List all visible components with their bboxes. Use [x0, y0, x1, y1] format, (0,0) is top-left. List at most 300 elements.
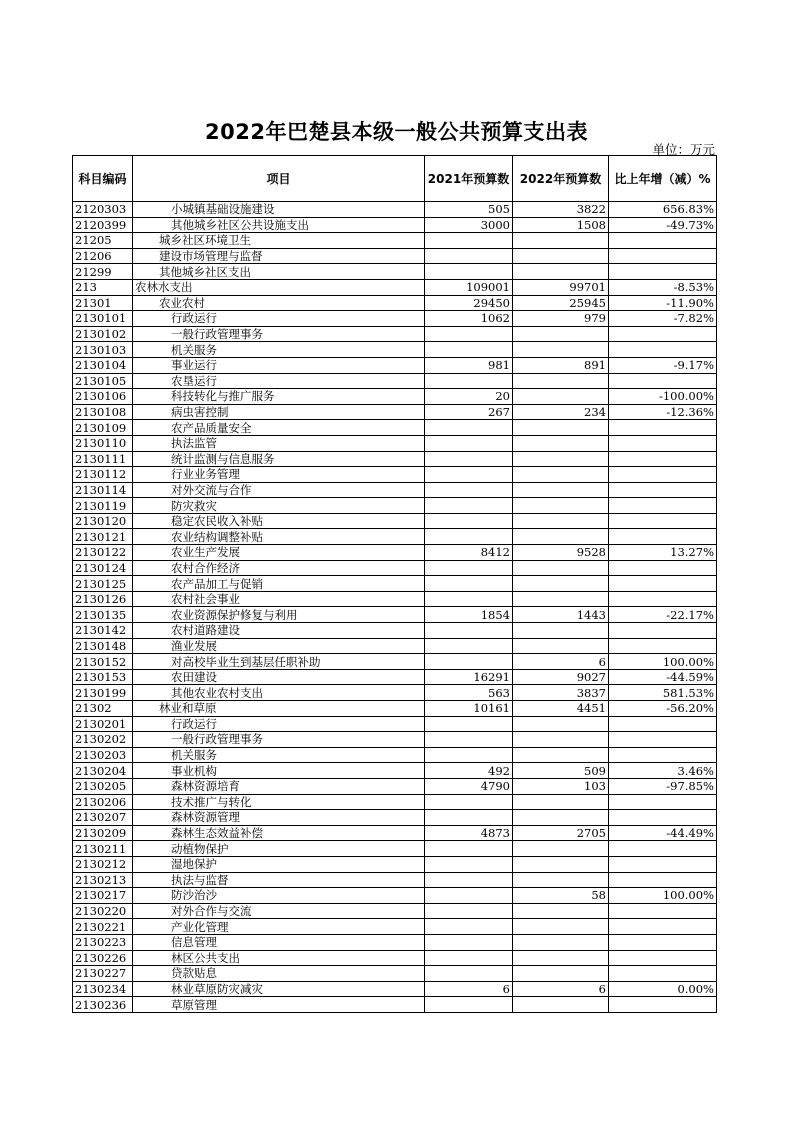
row-change: -22.17%	[609, 607, 717, 623]
table-row	[73, 623, 717, 639]
row-budget-2021	[425, 654, 513, 670]
row-code: 2130109	[73, 420, 133, 436]
row-item: 行业业务管理	[133, 467, 425, 483]
table-row	[73, 279, 717, 295]
table-row	[73, 233, 717, 249]
row-code: 2130199	[73, 685, 133, 701]
table-row	[73, 607, 717, 623]
table-row	[73, 701, 717, 717]
row-code: 2130111	[73, 451, 133, 467]
table-row	[73, 248, 717, 264]
table-row	[73, 934, 717, 950]
row-code: 2130121	[73, 529, 133, 545]
row-item: 城乡社区环境卫生	[133, 233, 425, 249]
row-change	[609, 420, 717, 436]
table-row	[73, 420, 717, 436]
row-budget-2022	[513, 482, 609, 498]
row-budget-2021	[425, 841, 513, 857]
row-budget-2021	[425, 529, 513, 545]
row-change	[609, 435, 717, 451]
row-budget-2022: 891	[513, 357, 609, 373]
row-code: 2120399	[73, 217, 133, 233]
row-code: 2130142	[73, 623, 133, 639]
table-row	[73, 856, 717, 872]
table-row	[73, 576, 717, 592]
row-budget-2021: 16291	[425, 669, 513, 685]
table-row	[73, 794, 717, 810]
row-item: 建设市场管理与监督	[133, 248, 425, 264]
table-row	[73, 451, 717, 467]
row-budget-2021: 492	[425, 763, 513, 779]
row-item: 农垦运行	[133, 373, 425, 389]
row-item: 农村道路建设	[133, 623, 425, 639]
row-budget-2022	[513, 716, 609, 732]
table-row	[73, 654, 717, 670]
row-budget-2022	[513, 560, 609, 576]
table-row	[73, 669, 717, 685]
table-row	[73, 919, 717, 935]
table-row	[73, 295, 717, 311]
row-code: 2130207	[73, 810, 133, 826]
table-row	[73, 326, 717, 342]
table-row	[73, 872, 717, 888]
row-budget-2022: 6	[513, 981, 609, 997]
row-code: 21301	[73, 295, 133, 311]
header-budget-2022: 2022年预算数	[513, 156, 609, 202]
row-code: 2130206	[73, 794, 133, 810]
row-change	[609, 997, 717, 1013]
row-code: 2130204	[73, 763, 133, 779]
table-row	[73, 810, 717, 826]
table-row	[73, 560, 717, 576]
row-item: 机关服务	[133, 747, 425, 763]
row-code: 21205	[73, 233, 133, 249]
row-item: 森林资源培育	[133, 778, 425, 794]
row-item: 技术推广与转化	[133, 794, 425, 810]
table-row	[73, 217, 717, 233]
row-budget-2021: 3000	[425, 217, 513, 233]
row-item: 渔业发展	[133, 638, 425, 654]
row-item: 病虫害控制	[133, 404, 425, 420]
table-row	[73, 311, 717, 327]
table-row	[73, 903, 717, 919]
row-item: 动植物保护	[133, 841, 425, 857]
row-item: 其他城乡社区支出	[133, 264, 425, 280]
row-budget-2022: 2705	[513, 825, 609, 841]
row-code: 2130119	[73, 498, 133, 514]
row-budget-2022: 1508	[513, 217, 609, 233]
row-item: 湿地保护	[133, 856, 425, 872]
row-item: 行政运行	[133, 311, 425, 327]
row-change	[609, 732, 717, 748]
row-budget-2021	[425, 794, 513, 810]
row-item: 农业结构调整补贴	[133, 529, 425, 545]
row-code: 2130102	[73, 326, 133, 342]
table-row	[73, 545, 717, 561]
row-change	[609, 498, 717, 514]
row-change	[609, 638, 717, 654]
row-budget-2021: 1062	[425, 311, 513, 327]
row-item: 林业草原防灾减灾	[133, 981, 425, 997]
row-code: 2130110	[73, 435, 133, 451]
row-budget-2021	[425, 264, 513, 280]
row-item: 林区公共支出	[133, 950, 425, 966]
row-change	[609, 513, 717, 529]
row-budget-2022	[513, 794, 609, 810]
row-code: 2130202	[73, 732, 133, 748]
table-body	[73, 202, 717, 1013]
row-code: 2130124	[73, 560, 133, 576]
row-budget-2022	[513, 264, 609, 280]
row-budget-2021	[425, 623, 513, 639]
row-budget-2022	[513, 248, 609, 264]
table-row	[73, 763, 717, 779]
table-row	[73, 825, 717, 841]
table-row	[73, 342, 717, 358]
row-budget-2022: 1443	[513, 607, 609, 623]
row-budget-2022	[513, 856, 609, 872]
row-code: 2130201	[73, 716, 133, 732]
table-row	[73, 747, 717, 763]
table-row	[73, 716, 717, 732]
row-item: 执法监管	[133, 435, 425, 451]
row-budget-2022	[513, 997, 609, 1013]
row-code: 2130209	[73, 825, 133, 841]
row-item: 统计监测与信息服务	[133, 451, 425, 467]
row-budget-2022	[513, 919, 609, 935]
row-budget-2021: 267	[425, 404, 513, 420]
row-item: 执法与监督	[133, 872, 425, 888]
row-budget-2021	[425, 576, 513, 592]
row-item: 信息管理	[133, 934, 425, 950]
row-change: 656.83%	[609, 202, 717, 218]
row-budget-2021: 10161	[425, 701, 513, 717]
row-budget-2021	[425, 716, 513, 732]
row-item: 草原管理	[133, 997, 425, 1013]
row-budget-2022	[513, 498, 609, 514]
row-budget-2022	[513, 950, 609, 966]
row-budget-2022: 99701	[513, 279, 609, 295]
row-budget-2022	[513, 467, 609, 483]
row-code: 2130205	[73, 778, 133, 794]
row-budget-2021	[425, 420, 513, 436]
row-change	[609, 934, 717, 950]
row-budget-2022: 509	[513, 763, 609, 779]
row-budget-2022	[513, 638, 609, 654]
table-row	[73, 529, 717, 545]
row-item: 农产品质量安全	[133, 420, 425, 436]
row-budget-2022	[513, 233, 609, 249]
row-code: 21299	[73, 264, 133, 280]
row-code: 21206	[73, 248, 133, 264]
row-change: -9.17%	[609, 357, 717, 373]
row-change	[609, 264, 717, 280]
row-budget-2021	[425, 747, 513, 763]
row-budget-2021	[425, 919, 513, 935]
row-budget-2021	[425, 872, 513, 888]
row-budget-2022: 3837	[513, 685, 609, 701]
table-row	[73, 389, 717, 405]
header-budget-2021: 2021年预算数	[425, 156, 513, 202]
row-change: 100.00%	[609, 888, 717, 904]
row-item: 农林水支出	[133, 279, 425, 295]
row-budget-2021	[425, 903, 513, 919]
header-change: 比上年增（减）%	[609, 156, 717, 202]
table-row	[73, 264, 717, 280]
row-item: 事业运行	[133, 357, 425, 373]
row-budget-2022: 234	[513, 404, 609, 420]
table-row	[73, 498, 717, 514]
row-change	[609, 966, 717, 982]
table-row	[73, 591, 717, 607]
row-change	[609, 950, 717, 966]
row-change: -44.59%	[609, 669, 717, 685]
row-code: 2130106	[73, 389, 133, 405]
row-item: 其他农业农村支出	[133, 685, 425, 701]
row-code: 2130212	[73, 856, 133, 872]
row-budget-2022: 3822	[513, 202, 609, 218]
row-budget-2021	[425, 326, 513, 342]
row-budget-2022	[513, 435, 609, 451]
row-budget-2022: 6	[513, 654, 609, 670]
table-row	[73, 435, 717, 451]
row-change	[609, 451, 717, 467]
row-budget-2021	[425, 950, 513, 966]
row-budget-2022	[513, 591, 609, 607]
row-budget-2021	[425, 856, 513, 872]
row-change	[609, 872, 717, 888]
row-item: 对高校毕业生到基层任职补助	[133, 654, 425, 670]
row-change: -97.85%	[609, 778, 717, 794]
row-budget-2021	[425, 810, 513, 826]
table-row	[73, 373, 717, 389]
row-item: 森林生态效益补偿	[133, 825, 425, 841]
row-item: 行政运行	[133, 716, 425, 732]
row-budget-2021	[425, 591, 513, 607]
row-budget-2022: 58	[513, 888, 609, 904]
row-code: 2130217	[73, 888, 133, 904]
row-budget-2021	[425, 435, 513, 451]
row-change	[609, 591, 717, 607]
table-row	[73, 841, 717, 857]
row-item: 农村合作经济	[133, 560, 425, 576]
row-change	[609, 248, 717, 264]
row-budget-2021	[425, 638, 513, 654]
row-change	[609, 233, 717, 249]
row-budget-2022	[513, 373, 609, 389]
row-item: 机关服务	[133, 342, 425, 358]
row-item: 其他城乡社区公共设施支出	[133, 217, 425, 233]
row-change: 581.53%	[609, 685, 717, 701]
row-change	[609, 716, 717, 732]
row-budget-2022: 979	[513, 311, 609, 327]
row-item: 农业生产发展	[133, 545, 425, 561]
row-code: 2130148	[73, 638, 133, 654]
row-budget-2021: 1854	[425, 607, 513, 623]
row-budget-2022	[513, 903, 609, 919]
row-code: 2120303	[73, 202, 133, 218]
row-budget-2021: 109001	[425, 279, 513, 295]
row-budget-2022	[513, 576, 609, 592]
row-change	[609, 529, 717, 545]
row-item: 农村社会事业	[133, 591, 425, 607]
row-budget-2021: 4873	[425, 825, 513, 841]
row-budget-2021	[425, 997, 513, 1013]
table-row	[73, 357, 717, 373]
row-code: 2130211	[73, 841, 133, 857]
table-row	[73, 966, 717, 982]
row-code: 2130112	[73, 467, 133, 483]
row-code: 21302	[73, 701, 133, 717]
row-budget-2021: 29450	[425, 295, 513, 311]
header-item: 项目	[133, 156, 425, 202]
row-change	[609, 576, 717, 592]
row-item: 农业农村	[133, 295, 425, 311]
row-budget-2021: 6	[425, 981, 513, 997]
row-change	[609, 373, 717, 389]
row-item: 稳定农民收入补贴	[133, 513, 425, 529]
row-item: 产业化管理	[133, 919, 425, 935]
row-change: -44.49%	[609, 825, 717, 841]
row-item: 一般行政管理事务	[133, 732, 425, 748]
row-change: 100.00%	[609, 654, 717, 670]
table-row	[73, 513, 717, 529]
row-budget-2022	[513, 810, 609, 826]
row-item: 对外交流与合作	[133, 482, 425, 498]
row-change: 3.46%	[609, 763, 717, 779]
row-change	[609, 342, 717, 358]
table-row	[73, 778, 717, 794]
row-change	[609, 856, 717, 872]
row-change: -100.00%	[609, 389, 717, 405]
row-change: 0.00%	[609, 981, 717, 997]
row-budget-2021	[425, 373, 513, 389]
row-item: 农产品加工与促销	[133, 576, 425, 592]
row-budget-2022: 9528	[513, 545, 609, 561]
row-code: 2130108	[73, 404, 133, 420]
row-item: 农业资源保护修复与利用	[133, 607, 425, 623]
row-change: -11.90%	[609, 295, 717, 311]
row-budget-2022	[513, 747, 609, 763]
row-code: 2130152	[73, 654, 133, 670]
row-budget-2021	[425, 966, 513, 982]
row-code: 2130125	[73, 576, 133, 592]
row-change: -7.82%	[609, 311, 717, 327]
row-code: 2130120	[73, 513, 133, 529]
row-budget-2022	[513, 420, 609, 436]
table-row	[73, 404, 717, 420]
row-change	[609, 560, 717, 576]
row-budget-2022	[513, 389, 609, 405]
row-item: 森林资源管理	[133, 810, 425, 826]
row-budget-2022	[513, 513, 609, 529]
row-change: -8.53%	[609, 279, 717, 295]
row-item: 防灾救灾	[133, 498, 425, 514]
row-budget-2021	[425, 888, 513, 904]
table-row	[73, 981, 717, 997]
row-budget-2021: 563	[425, 685, 513, 701]
row-budget-2022	[513, 451, 609, 467]
row-code: 213	[73, 279, 133, 295]
row-code: 2130236	[73, 997, 133, 1013]
row-budget-2021	[425, 934, 513, 950]
row-item: 小城镇基础设施建设	[133, 202, 425, 218]
row-change	[609, 623, 717, 639]
row-code: 2130103	[73, 342, 133, 358]
row-change: -12.36%	[609, 404, 717, 420]
row-change	[609, 467, 717, 483]
row-budget-2021	[425, 498, 513, 514]
page-title: 2022年巴楚县本级一般公共预算支出表	[205, 120, 588, 144]
row-budget-2022: 9027	[513, 669, 609, 685]
row-item: 事业机构	[133, 763, 425, 779]
row-budget-2021	[425, 467, 513, 483]
row-budget-2022: 4451	[513, 701, 609, 717]
table-row	[73, 638, 717, 654]
row-change: 13.27%	[609, 545, 717, 561]
budget-table	[72, 155, 717, 1013]
row-code: 2130105	[73, 373, 133, 389]
row-budget-2022	[513, 732, 609, 748]
header-code: 科目编码	[73, 156, 133, 202]
row-code: 2130135	[73, 607, 133, 623]
table-row	[73, 732, 717, 748]
row-budget-2022	[513, 326, 609, 342]
row-budget-2021	[425, 233, 513, 249]
table-header-row	[73, 156, 717, 202]
row-budget-2021: 4790	[425, 778, 513, 794]
row-budget-2021	[425, 342, 513, 358]
row-item: 农田建设	[133, 669, 425, 685]
row-budget-2021	[425, 248, 513, 264]
row-budget-2021: 8412	[425, 545, 513, 561]
table-row	[73, 467, 717, 483]
row-budget-2021	[425, 451, 513, 467]
row-budget-2021: 20	[425, 389, 513, 405]
row-budget-2022	[513, 623, 609, 639]
table-row	[73, 482, 717, 498]
row-code: 2130203	[73, 747, 133, 763]
row-budget-2022	[513, 872, 609, 888]
row-budget-2022	[513, 966, 609, 982]
row-item: 对外合作与交流	[133, 903, 425, 919]
row-change	[609, 810, 717, 826]
row-code: 2130220	[73, 903, 133, 919]
row-code: 2130101	[73, 311, 133, 327]
row-item: 一般行政管理事务	[133, 326, 425, 342]
row-code: 2130221	[73, 919, 133, 935]
table-row	[73, 685, 717, 701]
row-change: -56.20%	[609, 701, 717, 717]
row-budget-2021	[425, 513, 513, 529]
row-code: 2130213	[73, 872, 133, 888]
row-budget-2021: 505	[425, 202, 513, 218]
row-change	[609, 903, 717, 919]
table-row	[73, 888, 717, 904]
row-code: 2130122	[73, 545, 133, 561]
table-row	[73, 202, 717, 218]
row-code: 2130114	[73, 482, 133, 498]
row-budget-2021	[425, 560, 513, 576]
table-row	[73, 997, 717, 1013]
row-change	[609, 794, 717, 810]
row-item: 防沙治沙	[133, 888, 425, 904]
row-budget-2022	[513, 342, 609, 358]
row-item: 林业和草原	[133, 701, 425, 717]
row-change	[609, 747, 717, 763]
row-budget-2022	[513, 934, 609, 950]
row-change	[609, 482, 717, 498]
